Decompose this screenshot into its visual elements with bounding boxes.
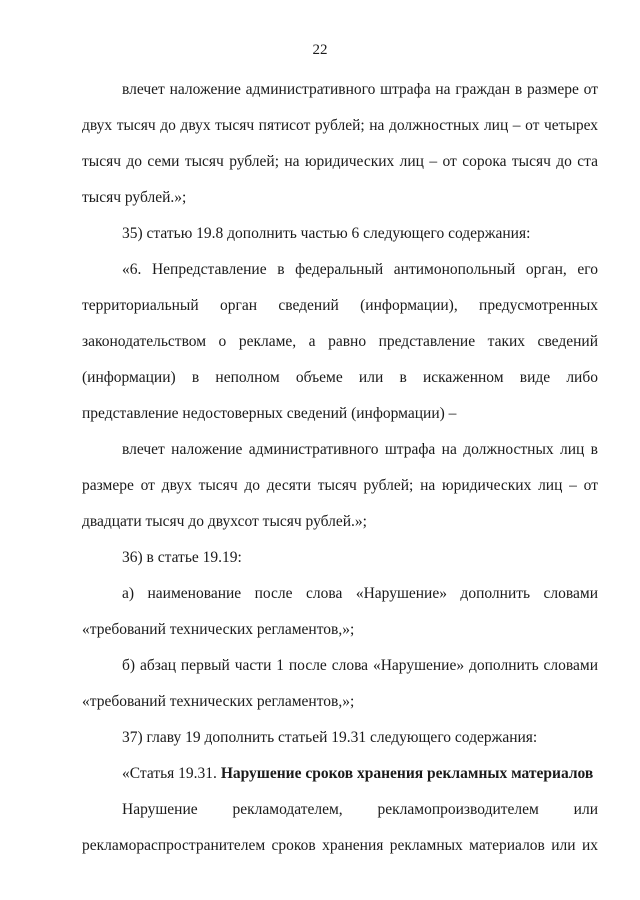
paragraph-subitem-b: б) абзац первый части 1 после слова «Нарушение» дополнить словами «требований технических регламентов,»; [82, 657, 598, 710]
document-body [82, 72, 598, 864]
paragraph-part-6: «6. Непредставление в федеральный антимонопольный орган, его территориальный орган сведений (информации), предусмотренных законодательством о рекламе, а равно представление таких сведений (информации) в неполном объеме или в искаженном виде либо представление недостоверных сведений (информации) – [82, 261, 598, 422]
paragraph-item-37: 37) главу 19 дополнить статьей 19.31 следующего содержания: [122, 729, 538, 746]
paragraph-penalty-officials: влечет наложение административного штрафа на должностных лиц в размере от двух тысяч до десяти тысяч рублей; на юридических лиц – от двадцати тысяч до двухсот тысяч рублей.»; [82, 441, 598, 530]
paragraph-penalty-citizens: влечет наложение административного штрафа на граждан в размере от двух тысяч до двух тысяч пятисот рублей; на должностных лиц – от четырех тысяч до семи тысяч рублей; на юридических лиц – от сорока тысяч до ста тысяч рублей.»; [82, 81, 598, 206]
article-heading [82, 756, 598, 792]
article-number: «Статья 19.31. [122, 765, 221, 782]
paragraph-violation: Нарушение рекламодателем, рекламопроизводителем или рекламораспространителем сроков хранения рекламных материалов или их [82, 801, 598, 854]
article-title: Нарушение сроков хранения рекламных материалов [220, 765, 594, 782]
page-number: 22 [312, 42, 328, 58]
paragraph-subitem-a: а) наименование после слова «Нарушение» дополнить словами «требований технических регламентов,»; [82, 585, 598, 638]
paragraph-item-36: 36) в статье 19.19: [122, 549, 242, 566]
paragraph-item-35: 35) статью 19.8 дополнить частью 6 следующего содержания: [122, 225, 531, 242]
